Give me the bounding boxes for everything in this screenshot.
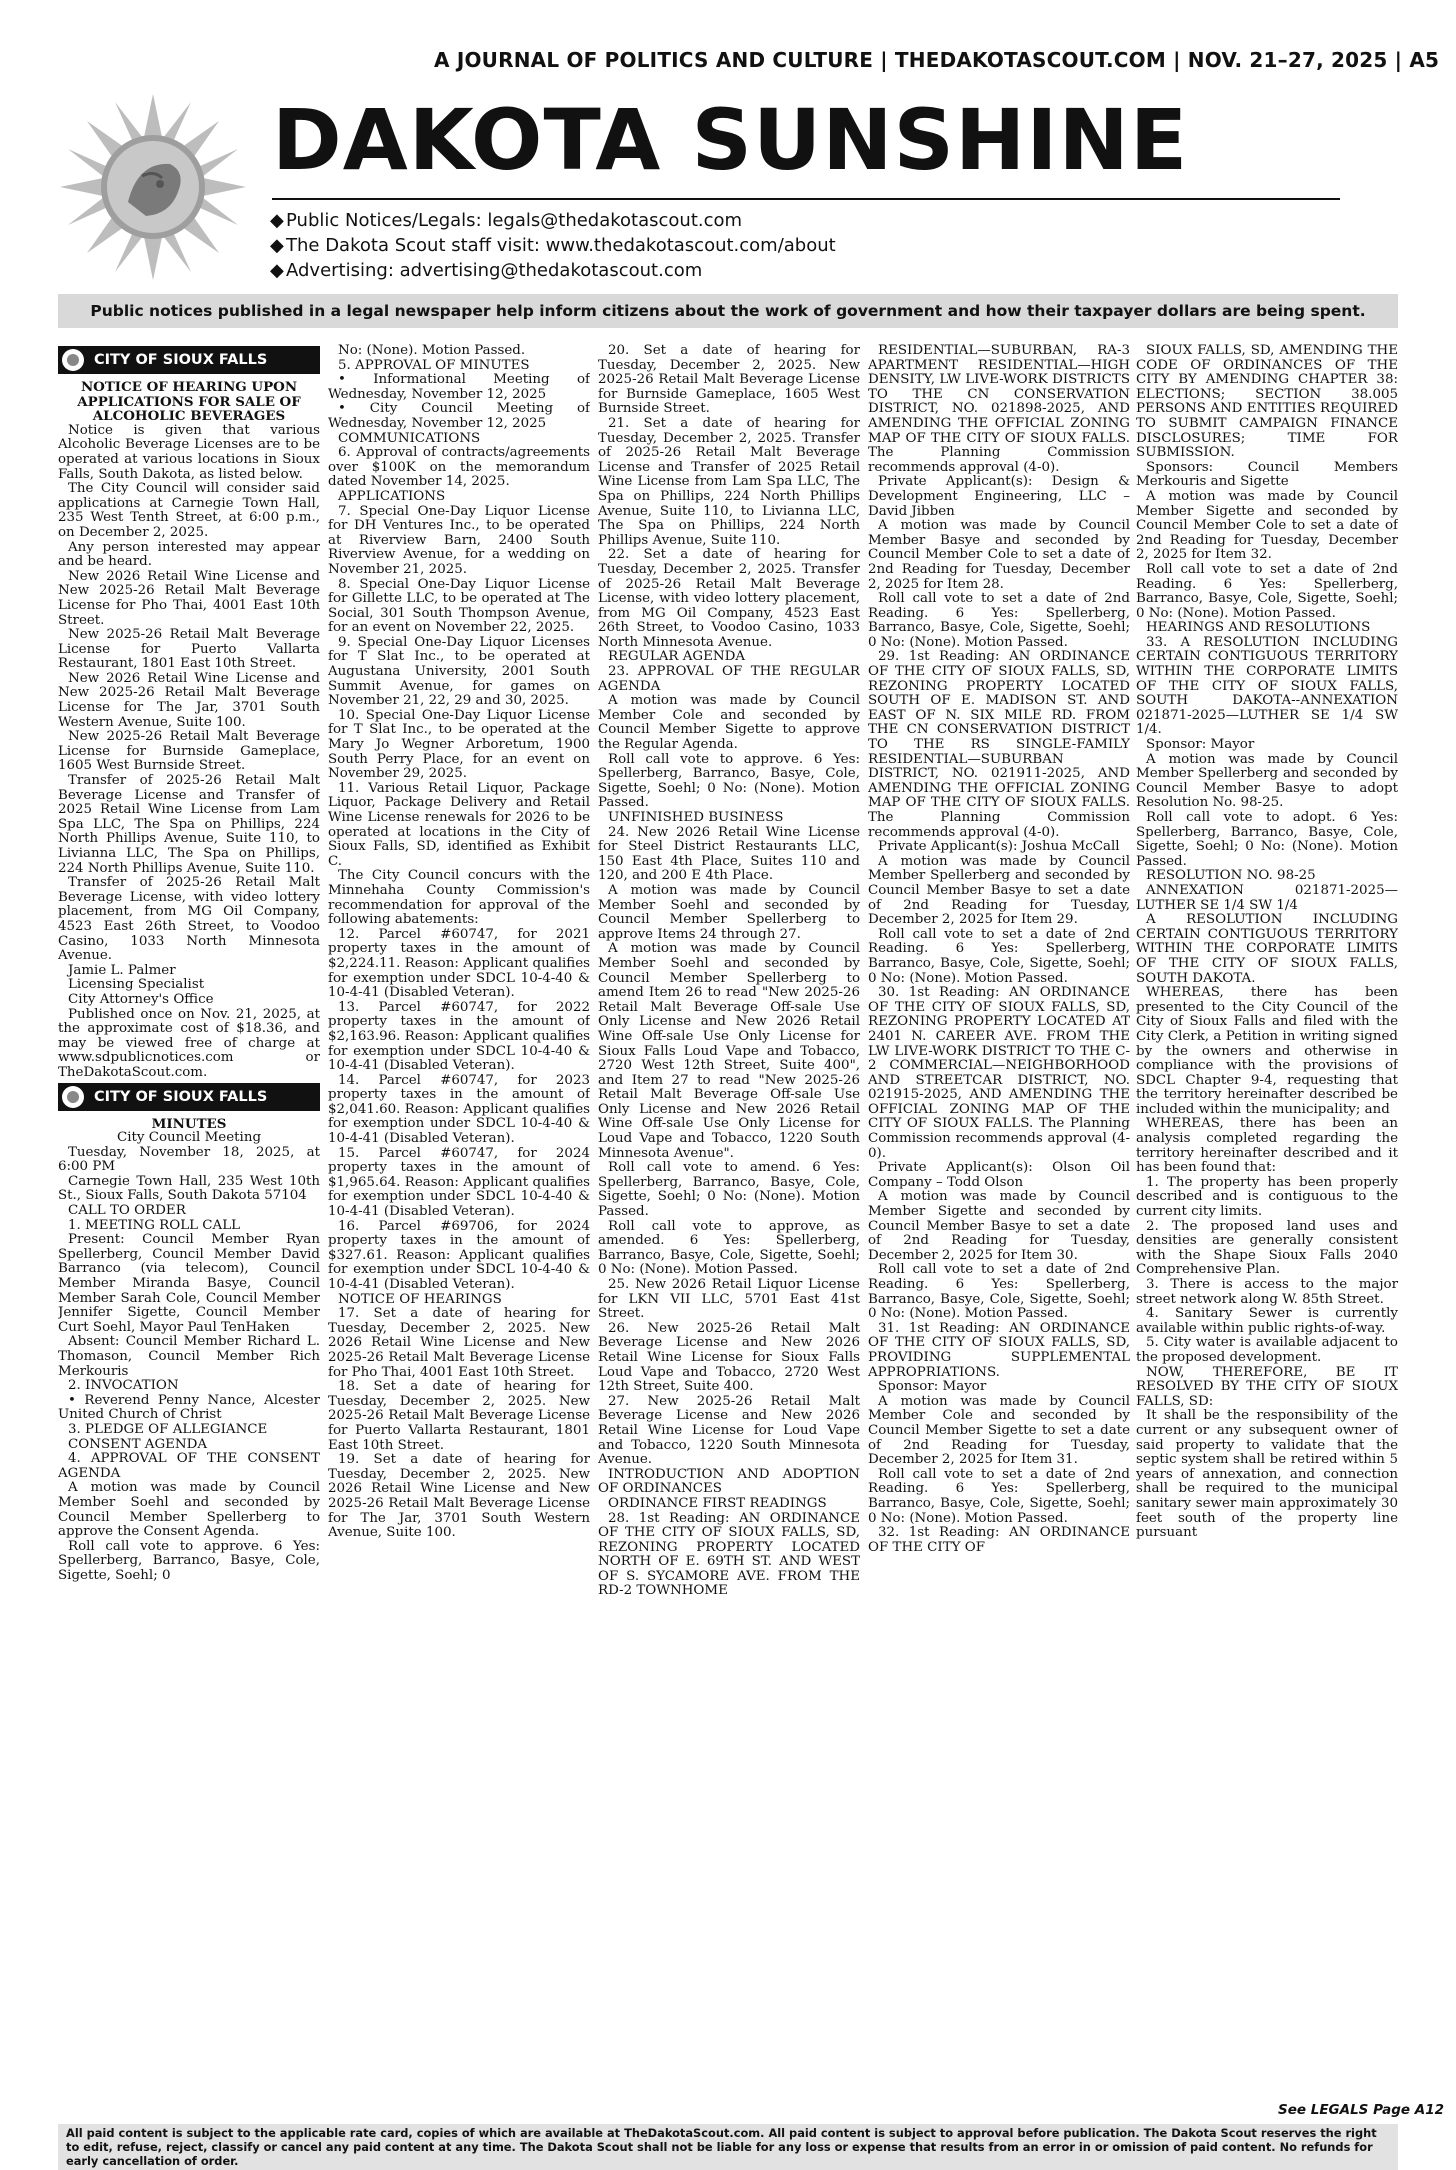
notice-paragraph: Roll call vote to set a date of 2nd Reading. 6 Yes: Spellerberg, Barranco, Basye, Cole, Sigette, Soehl; 0 No: (None). Motion Passed. <box>868 591 1130 650</box>
contact-advertising: ◆ Advertising: advertising@thedakotascout.com <box>270 260 703 281</box>
notice-paragraph: 6. Approval of contracts/agreements over $100K on the memorandum dated November 14, 2025. <box>328 445 590 490</box>
notice-paragraph: A motion was made by Council Member Spellerberg and seconded by Council Member Basye to set a date of 2nd Reading for Tuesday, December 2, 2025 for Item 29. <box>868 853 1130 928</box>
notice-paragraph: 9. Special One-Day Liquor Licenses for T Slat Inc., to be operated at Augustana University, 2001 South Summit Avenue, for games on November 21, 22, 29 and 30, 2025. <box>328 634 590 709</box>
notice-paragraph: 14. Parcel #60747, for 2023 property taxes in the amount of $2,041.60. Reason: Applicant qualifies for exemption under SDCL 10-4-40 & 10-4-41 (Disabled Veteran). <box>328 1072 590 1147</box>
notice-paragraph: 23. APPROVAL OF THE REGULAR AGENDA <box>598 664 860 694</box>
notice-paragraph: NOTICE OF HEARING UPON APPLICATIONS FOR SALE OF ALCOHOLIC BEVERAGES <box>77 379 301 425</box>
notice-columns <box>58 344 1398 2100</box>
section-header <box>58 1083 320 1111</box>
notice-paragraph: A motion was made by Council Member Sigette and seconded by Council Member Cole to set a date of 2nd Reading for Tuesday, December 2, 2025 for Item 32. <box>1136 488 1398 563</box>
notice-paragraph: Private Applicant(s): Olson Oil Company – Todd Olson <box>868 1160 1130 1190</box>
notice-paragraph: 11. Various Retail Liquor, Package Liquor, Package Delivery and Retail Wine License renewals for 2026 to be operated at locations in the City of Sioux Falls, SD, identified as Exhibit C. <box>328 780 590 869</box>
notice-paragraph: Present: Council Member Ryan Spellerberg, Council Member David Barranco (via telecom), Council Member Miranda Basye, Council Member Sarah Cole, Council Member Jennifer Sigette, Council Member Curt Soehl, Mayor Paul TenHaken <box>58 1232 320 1335</box>
notice-paragraph: Roll call vote to adopt. 6 Yes: Spellerberg, Barranco, Basye, Cole, Sigette, Soehl; 0 No: (None). Motion Passed. <box>1136 810 1398 869</box>
notice-paragraph: Roll call vote to approve. 6 Yes: Spellerberg, Barranco, Basye, Cole, Sigette, Soehl; 0 <box>58 1538 320 1583</box>
notice-paragraph: 8. Special One-Day Liquor License for Gillette LLC, to be operated at The Social, 301 South Thompson Avenue, for an event on November 22, 2025. <box>328 576 590 636</box>
notice-paragraph: APPLICATIONS <box>338 488 446 504</box>
notice-paragraph: Notice is given that various Alcoholic Beverage Licenses are to be operated at various locations in Sioux Falls, South Dakota, as listed below. <box>58 422 320 482</box>
see-legals-link[interactable]: See LEGALS Page A12 <box>1277 2102 1444 2118</box>
notice-paragraph: 2. INVOCATION <box>68 1378 179 1394</box>
notice-paragraph: 25. New 2026 Retail Liquor License for LKN VII LLC, 5701 East 41st Street. <box>598 1277 860 1322</box>
column-3 <box>598 344 860 2100</box>
notice-paragraph: 17. Set a date of hearing for Tuesday, December 2, 2025. New 2026 Retail Wine License and New 2025-26 Retail Malt Beverage License for Pho Thai, 4001 East 10th Street. <box>328 1306 590 1380</box>
notice-paragraph: Licensing Specialist <box>68 977 205 993</box>
notice-paragraph: WHEREAS, there has been presented to the City Council of the City of Sioux Falls and filed with the City Clerk, a Petition in writing signed by the owners and otherwise in compliance with the provisions of SDCL Chapter 9-4, requesting that the territory hereinafter described be included within the municipality; and <box>1136 985 1398 1117</box>
notice-paragraph: New 2025-26 Retail Malt Beverage License for Burnside Gameplace, 1605 West Burnside Street. <box>58 729 320 774</box>
notice-paragraph: 1. The property has been properly described and is contiguous to the current city limits. <box>1136 1174 1398 1220</box>
public-notice-banner: Public notices published in a legal newspaper help inform citizens about the work of government and how their taxpayer dollars are being spent. <box>58 294 1398 328</box>
notice-paragraph: A motion was made by Council Member Cole and seconded by Council Member Sigette to set a date of 2nd Reading for Tuesday, December 2, 2025 for Item 31. <box>868 1393 1130 1468</box>
notice-paragraph: 28. 1st Reading: AN ORDINANCE OF THE CITY OF SIOUX FALLS, SD, REZONING PROPERTY LOCATED NORTH OF E. 69TH ST. AND WEST OF S. SYCAMORE AVE. FROM THE RD-2 TOWNHOME <box>598 1510 860 1599</box>
notice-paragraph: New 2026 Retail Wine License and New 2025-26 Retail Malt Beverage License for Pho Thai, 4001 East 10th Street. <box>58 568 320 628</box>
notice-paragraph: 21. Set a date of hearing for Tuesday, December 2, 2025. Transfer of 2025-26 Retail Malt Beverage License and Transfer of 2025 Retail Wine License from Lam Spa LLC, The Spa on Phillips, 224 North Phillips Avenue, Suite 110, to Livianna LLC, The Spa on Phillips, 224 North Phillips Avenue, Suite 110. <box>598 415 860 548</box>
notice-paragraph: Private Applicant(s): Design & Development Engineering, LLC – David Jibben <box>868 474 1130 519</box>
column-2 <box>328 344 590 2100</box>
notice-paragraph: A motion was made by Council Member Soehl and seconded by Council Member Spellerberg to approve Items 24 through 27. <box>598 882 860 942</box>
notice-paragraph: A motion was made by Council Member Cole and seconded by Council Member Sigette to approve the Regular Agenda. <box>598 693 860 753</box>
column-5 <box>1136 344 1398 2100</box>
notice-paragraph: 15. Parcel #60747, for 2024 property taxes in the amount of $1,965.64. Reason: Applicant qualifies for exemption under SDCL 10-4-40 & 10-4-41 (Disabled Veteran). <box>328 1145 590 1220</box>
notice-paragraph: Sponsors: Council Members Merkouris and Sigette <box>1136 459 1398 490</box>
notice-paragraph: 33. A RESOLUTION INCLUDING CERTAIN CONTIGUOUS TERRITORY WITHIN THE CORPORATE LIMITS OF THE CITY OF SIOUX FALLS, SOUTH DAKOTA--ANNEXATION 021871-2025—LUTHER SE 1/4 SW 1/4. <box>1136 634 1398 738</box>
notice-paragraph: Published once on Nov. 21, 2025, at the approximate cost of $18.36, and may be viewed free of charge at www.sdpublicnotices.com or TheDakotaScout.com. <box>58 1006 320 1080</box>
notice-paragraph: Absent: Council Member Richard L. Thomason, Council Member Rich Merkouris <box>58 1334 320 1379</box>
notice-paragraph: The City Council will consider said applications at Carnegie Town Hall, 235 West Tenth Street, at 6:00 p.m., on December 2, 2025. <box>58 481 320 540</box>
city-seal-icon <box>62 349 84 371</box>
notice-paragraph: Sponsor: Mayor <box>878 1379 987 1395</box>
notice-paragraph: 27. New 2025-26 Retail Malt Beverage License and New 2026 Retail Wine License for Loud Vape and Tobacco, 1220 South Minnesota Avenue. <box>598 1393 860 1468</box>
notice-paragraph: 4. Sanitary Sewer is currently available within public rights-of-way. <box>1136 1306 1398 1336</box>
notice-paragraph: New 2025-26 Retail Malt Beverage License for Puerto Vallarta Restaurant, 1801 East 10th Street. <box>58 627 320 672</box>
notice-paragraph: City Attorney's Office <box>68 991 214 1007</box>
notice-paragraph: NOTICE OF HEARINGS <box>338 1291 502 1307</box>
notice-paragraph: ANNEXATION 021871-2025—LUTHER SE 1/4 SW 1/4 <box>1136 882 1398 913</box>
notice-paragraph: WHEREAS, there has been an analysis completed regarding the territory hereinafter described and it has been found that: <box>1136 1116 1398 1176</box>
notice-paragraph: Roll call vote to approve. 6 Yes: Spellerberg, Barranco, Basye, Cole, Sigette, Soehl; 0 No: (None). Motion Passed. <box>598 751 860 811</box>
notice-paragraph: Roll call vote to set a date of 2nd Reading. 6 Yes: Spellerberg, Barranco, Basye, Cole, Sigette, Soehl; 0 No: (None). Motion Passed. <box>868 926 1130 986</box>
top-line: A JOURNAL OF POLITICS AND CULTURE | THEDAKOTASCOUT.COM | NOV. 21–27, 2025 | A5 <box>434 48 1440 72</box>
notice-paragraph: • City Council Meeting of Wednesday, November 12, 2025 <box>328 401 590 431</box>
notice-paragraph: Jamie L. Palmer <box>68 962 176 978</box>
notice-paragraph: COMMUNICATIONS <box>338 430 481 446</box>
notice-paragraph: NOW, THEREFORE, BE IT RESOLVED BY THE CITY OF SIOUX FALLS, SD: <box>1136 1364 1398 1409</box>
notice-paragraph: Private Applicant(s): Joshua McCall <box>878 839 1120 855</box>
notice-paragraph: New 2026 Retail Wine License and New 2025-26 Retail Malt Beverage License for The Jar, 3701 South Western Avenue, Suite 100. <box>58 670 320 730</box>
notice-paragraph: • Informational Meeting of Wednesday, November 12, 2025 <box>328 372 590 402</box>
notice-paragraph: 3. There is access to the major street network along W. 85th Street. <box>1136 1277 1398 1307</box>
notice-paragraph: 12. Parcel #60747, for 2021 property taxes in the amount of $2,224.11. Reason: Applicant qualifies for exemption under SDCL 10-4-40 & 10-4-41 (Disabled Veteran). <box>328 926 590 1001</box>
notice-paragraph: ORDINANCE FIRST READINGS <box>608 1495 827 1511</box>
column-1 <box>58 344 320 2100</box>
notice-paragraph: A motion was made by Council Member Soehl and seconded by Council Member Spellerberg to approve the Consent Agenda. <box>58 1480 320 1540</box>
notice-paragraph: 26. New 2025-26 Retail Malt Beverage License and New 2026 Retail Wine License for Sioux Falls Loud Vape and Tobacco, 2720 West 12th Street, Suite 400. <box>598 1320 860 1395</box>
notice-paragraph: Sponsor: Mayor <box>1146 737 1255 753</box>
notice-paragraph: No: (None). Motion Passed. <box>338 344 526 358</box>
footer-disclaimer: All paid content is subject to the applicable rate card, copies of which are available at TheDakotaScout.com. All paid content is subject to approval before publication. The Dakota Scout reserves the right to edit, refuse, reject, classify or cancel any paid content at any time. The Dakota Scout shall not be liable for any loss or expense that results from an error in or omission of paid content. No refunds for early cancellation of order. <box>58 2124 1398 2170</box>
notice-paragraph: 10. Special One-Day Liquor License for T Slat Inc., to be operated at the Mary Jo Wegner Arboretum, 1900 South Perry Place, for an event on November 29, 2025. <box>328 707 590 782</box>
notice-paragraph: A motion was made by Council Member Soehl and seconded by Council Member Spellerberg to amend Item 26 to read "New 2025-26 Retail Malt Beverage Off-sale Use Only License and New 2026 Retail Wine Off-sale Use Only License for Sioux Falls Loud Vape and Tobacco, 2720 West 12th Street, Suite 400", and Item 27 to read "New 2025-26 Retail Malt Beverage Off-sale Use Only License and New 2026 Retail Wine Off-sale Use Only License for Loud Vape and Tobacco, 1220 South Minnesota Avenue". <box>598 941 860 1161</box>
notice-paragraph: A motion was made by Council Member Sigette and seconded by Council Member Basye to set a date of 2nd Reading for Tuesday, December 2, 2025 for Item 30. <box>868 1189 1130 1263</box>
notice-paragraph: A RESOLUTION INCLUDING CERTAIN CONTIGUOUS TERRITORY WITHIN THE CORPORATE LIMITS OF THE CITY OF SIOUX FALLS, SOUTH DAKOTA. <box>1136 912 1398 986</box>
notice-paragraph: City Council Meeting <box>116 1130 262 1146</box>
notice-paragraph: 29. 1st Reading: AN ORDINANCE OF THE CITY OF SIOUX FALLS, SD, REZONING PROPERTY LOCATED SOUTH OF E. MADISON ST. AND EAST OF N. SIX MILE RD. FROM THE CN CONSERVATION DISTRICT TO THE RS SINGLE-FAMILY RESIDENTIAL—SUBURBAN DISTRICT, NO. 021911-2025, AND AMENDING THE OFFICIAL ZONING MAP OF THE CITY OF SIOUX FALLS. The Planning Commission recommends approval (4-0). <box>868 649 1130 840</box>
section-header <box>58 346 320 374</box>
notice-paragraph: 2. The proposed land uses and densities are generally consistent with the Shape Sioux Falls 2040 Comprehensive Plan. <box>1136 1218 1398 1278</box>
notice-paragraph: 5. City water is available adjacent to the proposed development. <box>1136 1335 1398 1365</box>
section-label: CITY OF SIOUX FALLS <box>94 352 268 368</box>
notice-paragraph: Transfer of 2025-26 Retail Malt Beverage License and Transfer of 2025 Retail Wine License from Lam Spa LLC, The Spa on Phillips, 224 North Phillips Avenue, Suite 110, to Livianna LLC, The Spa on Phillips, 224 North Phillips Avenue, Suite 110. <box>58 773 320 876</box>
notice-paragraph: • Reverend Penny Nance, Alcester United Church of Christ <box>58 1392 320 1423</box>
notice-paragraph: Roll call vote to set a date of 2nd Reading. 6 Yes: Spellerberg, Barranco, Basye, Cole, Sigette, Soehl; 0 No: (None). Motion Passed. <box>1136 561 1398 621</box>
notice-paragraph: 7. Special One-Day Liquor License for DH Ventures Inc., to be operated at Riverview Barn, 2400 South Riverview Avenue, for a wedding on November 21, 2025. <box>328 503 590 577</box>
notice-paragraph: The City Council concurs with the Minnehaha County Commission's recommendation for approval of the following abatements: <box>328 868 590 928</box>
notice-paragraph: 22. Set a date of hearing for Tuesday, December 2, 2025. Transfer of 2025-26 Retail Malt Beverage License, with video lottery placement, from MG Oil Company, 4523 East 26th Street, to Voodoo Casino, 1033 North Minnesota Avenue. <box>598 547 860 650</box>
notice-paragraph: 32. 1st Reading: AN ORDINANCE OF THE CITY OF <box>868 1525 1130 1555</box>
notice-paragraph: Carnegie Town Hall, 235 West 10th St., Sioux Falls, South Dakota 57104 <box>58 1173 320 1204</box>
sun-logo-icon <box>58 92 248 282</box>
notice-paragraph: A motion was made by Council Member Basye and seconded by Council Member Cole to set a date of 2nd Reading for Tuesday, December 2, 2025 for Item 28. <box>868 518 1130 592</box>
notice-paragraph: INTRODUCTION AND ADOPTION OF ORDINANCES <box>598 1466 860 1497</box>
notice-paragraph: SIOUX FALLS, SD, AMENDING THE CODE OF ORDINANCES OF THE CITY BY AMENDING CHAPTER 38: ELECTIONS; SECTION 38.005 PERSONS AND ENTITIES REQUIRED TO SUBMIT CAMPAIGN FINANCE DISCLOSURES; TIME FOR SUBMISSION. <box>1136 344 1398 461</box>
notice-paragraph: 3. PLEDGE OF ALLEGIANCE <box>68 1421 268 1437</box>
column-4 <box>868 344 1130 2100</box>
notice-paragraph: 19. Set a date of hearing for Tuesday, December 2, 2025. New 2026 Retail Wine License and New 2025-26 Retail Malt Beverage License for The Jar, 3701 South Western Avenue, Suite 100. <box>328 1452 590 1541</box>
notice-paragraph: 31. 1st Reading: AN ORDINANCE OF THE CITY OF SIOUX FALLS, SD, PROVIDING SUPPLEMENTAL APPROPRIATIONS. <box>868 1320 1130 1380</box>
diamond-icon: ◆ <box>270 260 284 281</box>
diamond-icon: ◆ <box>270 210 284 231</box>
masthead-rule <box>272 198 1340 200</box>
notice-paragraph: HEARINGS AND RESOLUTIONS <box>1146 620 1371 636</box>
notice-paragraph: CONSENT AGENDA <box>68 1436 208 1452</box>
diamond-icon: ◆ <box>270 235 284 256</box>
contact-legals: ◆ Public Notices/Legals: legals@thedakotascout.com <box>270 210 743 231</box>
notice-paragraph: It shall be the responsibility of the current or any subsequent owner of said property to validate that the septic system shall be retired within 5 years of annexation, and connection shall be required to the municipal sanitary sewer main approximately 30 feet south of the property line pursuant <box>1136 1408 1398 1541</box>
city-seal-icon <box>62 1086 84 1108</box>
notice-paragraph: A motion was made by Council Member Spellerberg and seconded by Council Member Basye to adopt Resolution No. 98-25. <box>1136 751 1398 811</box>
notice-paragraph: Any person interested may appear and be heard. <box>58 539 320 570</box>
notice-paragraph: Transfer of 2025-26 Retail Malt Beverage License, with video lottery placement, from MG Oil Company, 4523 East 26th Street, to Voodoo Casino, 1033 North Minnesota Avenue. <box>58 875 320 964</box>
notice-paragraph: 4. APPROVAL OF THE CONSENT AGENDA <box>58 1451 320 1481</box>
notice-paragraph: 30. 1st Reading: AN ORDINANCE OF THE CITY OF SIOUX FALLS, SD, REZONING PROPERTY LOCATED AT 2401 N. CAREER AVE. FROM THE LW LIVE-WORK DISTRICT TO THE C-2 COMMERCIAL—NEIGHBORHOOD AND STREETCAR DISTRICT, NO. 021915-2025, AND AMENDING THE OFFICIAL ZONING MAP OF THE CITY OF SIOUX FALLS. The Planning Commission recommends approval (4-0). <box>868 985 1130 1161</box>
contact-list <box>270 208 836 283</box>
notice-paragraph: 20. Set a date of hearing for Tuesday, December 2, 2025. New 2025-26 Retail Malt Beverage License for Burnside Gameplace, 1605 West Burnside Street. <box>598 344 860 417</box>
notice-paragraph: 13. Parcel #60747, for 2022 property taxes in the amount of $2,163.96. Reason: Applicant qualifies for exemption under SDCL 10-4-40 & 10-4-41 (Disabled Veteran). <box>328 999 590 1074</box>
section-label: CITY OF SIOUX FALLS <box>94 1088 268 1105</box>
notice-paragraph: CALL TO ORDER <box>68 1203 186 1219</box>
notice-paragraph: RESIDENTIAL—SUBURBAN, RA-3 APARTMENT RESIDENTIAL—HIGH DENSITY, LW LIVE-WORK DISTRICTS TO THE CN CONSERVATION DISTRICT, NO. 021898-2025, AND AMENDING THE OFFICIAL ZONING MAP OF THE CITY OF SIOUX FALLS. The Planning Commission recommends approval (4-0). <box>868 344 1130 475</box>
notice-paragraph: RESOLUTION NO. 98-25 <box>1146 868 1316 884</box>
notice-paragraph: 1. MEETING ROLL CALL <box>68 1217 240 1233</box>
notice-paragraph: REGULAR AGENDA <box>608 649 746 665</box>
notice-paragraph: 16. Parcel #69706, for 2024 property taxes in the amount of $327.61. Reason: Applicant qualifies for exemption under SDCL 10-4-40 & 10-4-41 (Disabled Veteran). <box>328 1218 590 1292</box>
notice-paragraph: Tuesday, November 18, 2025, at 6:00 PM <box>58 1144 320 1175</box>
notice-paragraph: Roll call vote to set a date of 2nd Reading. 6 Yes: Spellerberg, Barranco, Basye, Cole, Sigette, Soehl; 0 No: (None). Motion Passed. <box>868 1466 1130 1526</box>
notice-paragraph: 5. APPROVAL OF MINUTES <box>338 357 530 373</box>
notice-paragraph: Roll call vote to set a date of 2nd Reading. 6 Yes: Spellerberg, Barranco, Basye, Cole, Sigette, Soehl; 0 No: (None). Motion Passed. <box>868 1262 1130 1322</box>
notice-paragraph: Roll call vote to amend. 6 Yes: Spellerberg, Barranco, Basye, Cole, Sigette, Soehl; 0 No: (None). Motion Passed. <box>598 1160 860 1220</box>
notice-paragraph: 18. Set a date of hearing for Tuesday, December 2, 2025. New 2025-26 Retail Malt Beverage License for Puerto Vallarta Restaurant, 1801 East 10th Street. <box>328 1379 590 1453</box>
masthead-title: DAKOTA SUNSHINE <box>272 91 1189 189</box>
notice-paragraph: Roll call vote to approve, as amended. 6 Yes: Spellerberg, Barranco, Basye, Cole, Sigette, Soehl; 0 No: (None). Motion Passed. <box>598 1218 860 1278</box>
notice-paragraph: MINUTES <box>151 1115 227 1132</box>
notice-paragraph: UNFINISHED BUSINESS <box>608 810 784 825</box>
contact-staff: ◆ The Dakota Scout staff visit: www.thedakotascout.com/about <box>270 235 836 256</box>
notice-paragraph: 24. New 2026 Retail Wine License for Steel District Restaurants LLC, 150 East 4th Place, Suites 110 and 120, and 200 E 4th Place. <box>598 824 860 884</box>
